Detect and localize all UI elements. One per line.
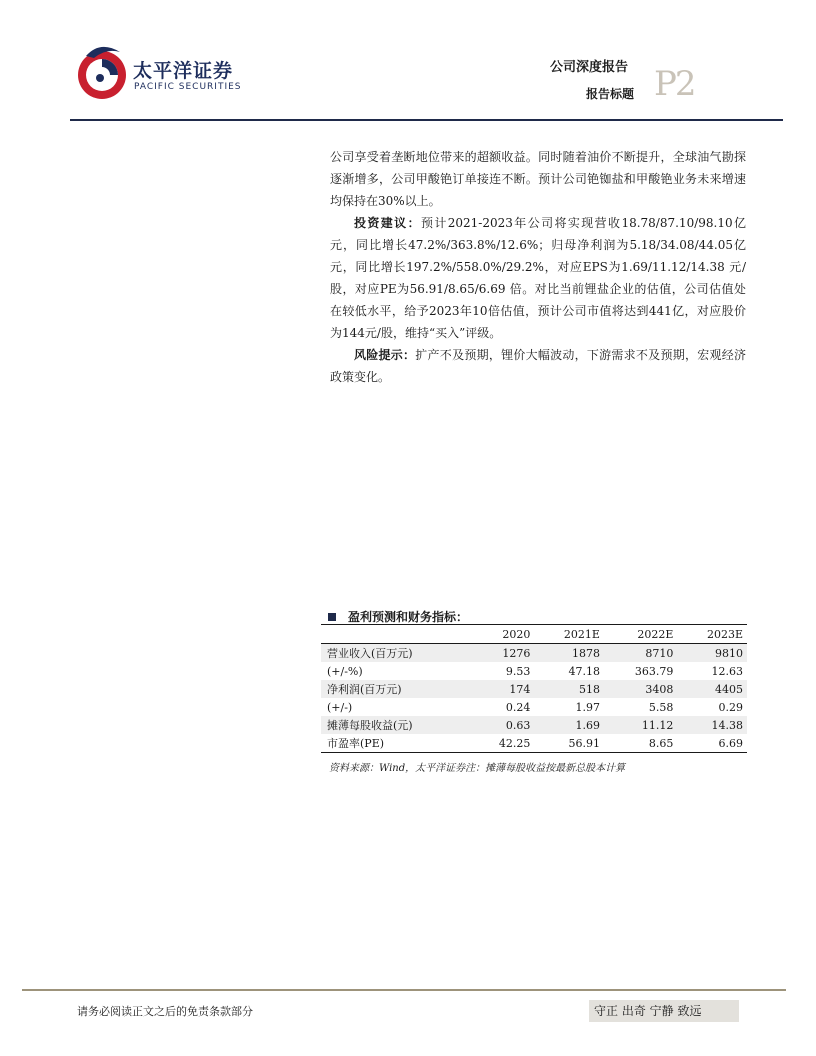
table-cell: 6.69 bbox=[718, 736, 743, 750]
column-header: 2022E bbox=[604, 625, 677, 644]
table-cell: 1276 bbox=[472, 644, 534, 663]
table-row bbox=[321, 644, 747, 663]
table-cell: 5.58 bbox=[648, 700, 674, 714]
table-cell: 8.65 bbox=[648, 736, 674, 750]
table-row bbox=[321, 680, 747, 698]
table-cell: 518 bbox=[534, 680, 604, 698]
square-bullet-icon bbox=[328, 613, 336, 621]
table-row bbox=[321, 662, 747, 680]
table-cell: 8710 bbox=[604, 644, 677, 663]
column-header bbox=[321, 625, 472, 644]
row-label: 市盈率(PE) bbox=[327, 737, 385, 750]
header-divider bbox=[70, 119, 783, 121]
risk-label: 风险提示： bbox=[354, 348, 416, 362]
table-header-row bbox=[321, 625, 747, 644]
table-cell: 3408 bbox=[604, 680, 677, 698]
paragraph-intro: 公司享受着垄断地位带来的超额收益。同时随着油价不断提升，全球油气勘探逐渐增多，公司甲酸铯订单接连不断。预计公司铯铷盐和甲酸铯业务未来增速均保持在30%以上。 bbox=[330, 150, 746, 208]
logo-chinese-name: 太平洋证券 bbox=[133, 60, 234, 82]
table-row bbox=[321, 734, 747, 753]
table-cell: 363.79 bbox=[634, 664, 674, 678]
footer-disclaimer: 请务必阅读正文之后的免责条款部分 bbox=[77, 1005, 253, 1018]
footer-divider bbox=[22, 989, 786, 991]
investment-advice-label: 投资建议： bbox=[354, 216, 421, 230]
table-cell: 14.38 bbox=[677, 716, 747, 734]
body-text bbox=[330, 146, 746, 388]
financial-table bbox=[321, 624, 747, 753]
table-cell: 47.18 bbox=[568, 664, 600, 678]
paragraph-investment-advice bbox=[330, 212, 746, 344]
table-source-note: 资料来源：Wind，太平洋证券注：摊薄每股收益按最新总股本计算 bbox=[329, 763, 626, 774]
table-cell: 9810 bbox=[677, 644, 747, 663]
company-logo bbox=[76, 42, 246, 110]
row-label: 摊薄每股收益(元) bbox=[321, 716, 472, 734]
table-title bbox=[328, 608, 468, 625]
table-cell: 174 bbox=[472, 680, 534, 698]
page-number: P2 bbox=[654, 64, 695, 104]
footer-motto: 守正 出奇 宁静 致远 bbox=[589, 1000, 739, 1022]
table-cell: 0.63 bbox=[472, 716, 534, 734]
table-cell: 1878 bbox=[534, 644, 604, 663]
table-cell: 0.24 bbox=[505, 700, 531, 714]
investment-advice-text: 预计2021-2023年公司将实现营收18.78/87.10/98.10亿元，同比增长47.2%/363.8%/12.6%；归母净利润为5.18/34.08/44.05亿元，同比增长197.2%/558.0%/29.2%，对应EPS为1.69/11.12/14.38 元/股，对应PE为56.91/8.65/6.69 倍。对比当前锂盐企业的估值，公司估值处在较低水平，给予2023年10倍估值，预计公司市值将达到441亿，对应股价为144元/股，维持“买入”评级。 bbox=[330, 216, 746, 340]
row-label: 营业收入(百万元) bbox=[321, 644, 472, 663]
column-header: 2021E bbox=[534, 625, 604, 644]
table-cell: 42.25 bbox=[498, 736, 531, 750]
table-cell: 11.12 bbox=[604, 716, 677, 734]
column-header: 2020 bbox=[472, 625, 534, 644]
row-label: 净利润(百万元) bbox=[321, 680, 472, 698]
table-title-text: 盈利预测和财务指标： bbox=[348, 610, 469, 624]
table-cell: 56.91 bbox=[568, 736, 600, 750]
table-row bbox=[321, 698, 747, 716]
column-header: 2023E bbox=[677, 625, 747, 644]
table-cell: 1.69 bbox=[534, 716, 604, 734]
row-label: (+/-%) bbox=[327, 664, 363, 678]
table-cell: 1.97 bbox=[575, 700, 600, 714]
logo-emblem-icon bbox=[76, 42, 130, 104]
table-row bbox=[321, 716, 747, 734]
table-cell: 0.29 bbox=[718, 700, 743, 714]
risk-text: 扩产不及预期，锂价大幅波动，下游需求不及预期，宏观经济政策变化。 bbox=[330, 348, 746, 384]
report-type: 公司深度报告 bbox=[550, 60, 629, 75]
row-label: (+/-) bbox=[327, 700, 353, 714]
table-cell: 4405 bbox=[677, 680, 747, 698]
table-cell: 12.63 bbox=[711, 664, 743, 678]
report-title: 报告标题 bbox=[586, 87, 635, 101]
logo-english-name: PACIFIC SECURITIES bbox=[134, 82, 242, 92]
paragraph-risk bbox=[330, 344, 746, 388]
table-cell: 9.53 bbox=[505, 664, 531, 678]
